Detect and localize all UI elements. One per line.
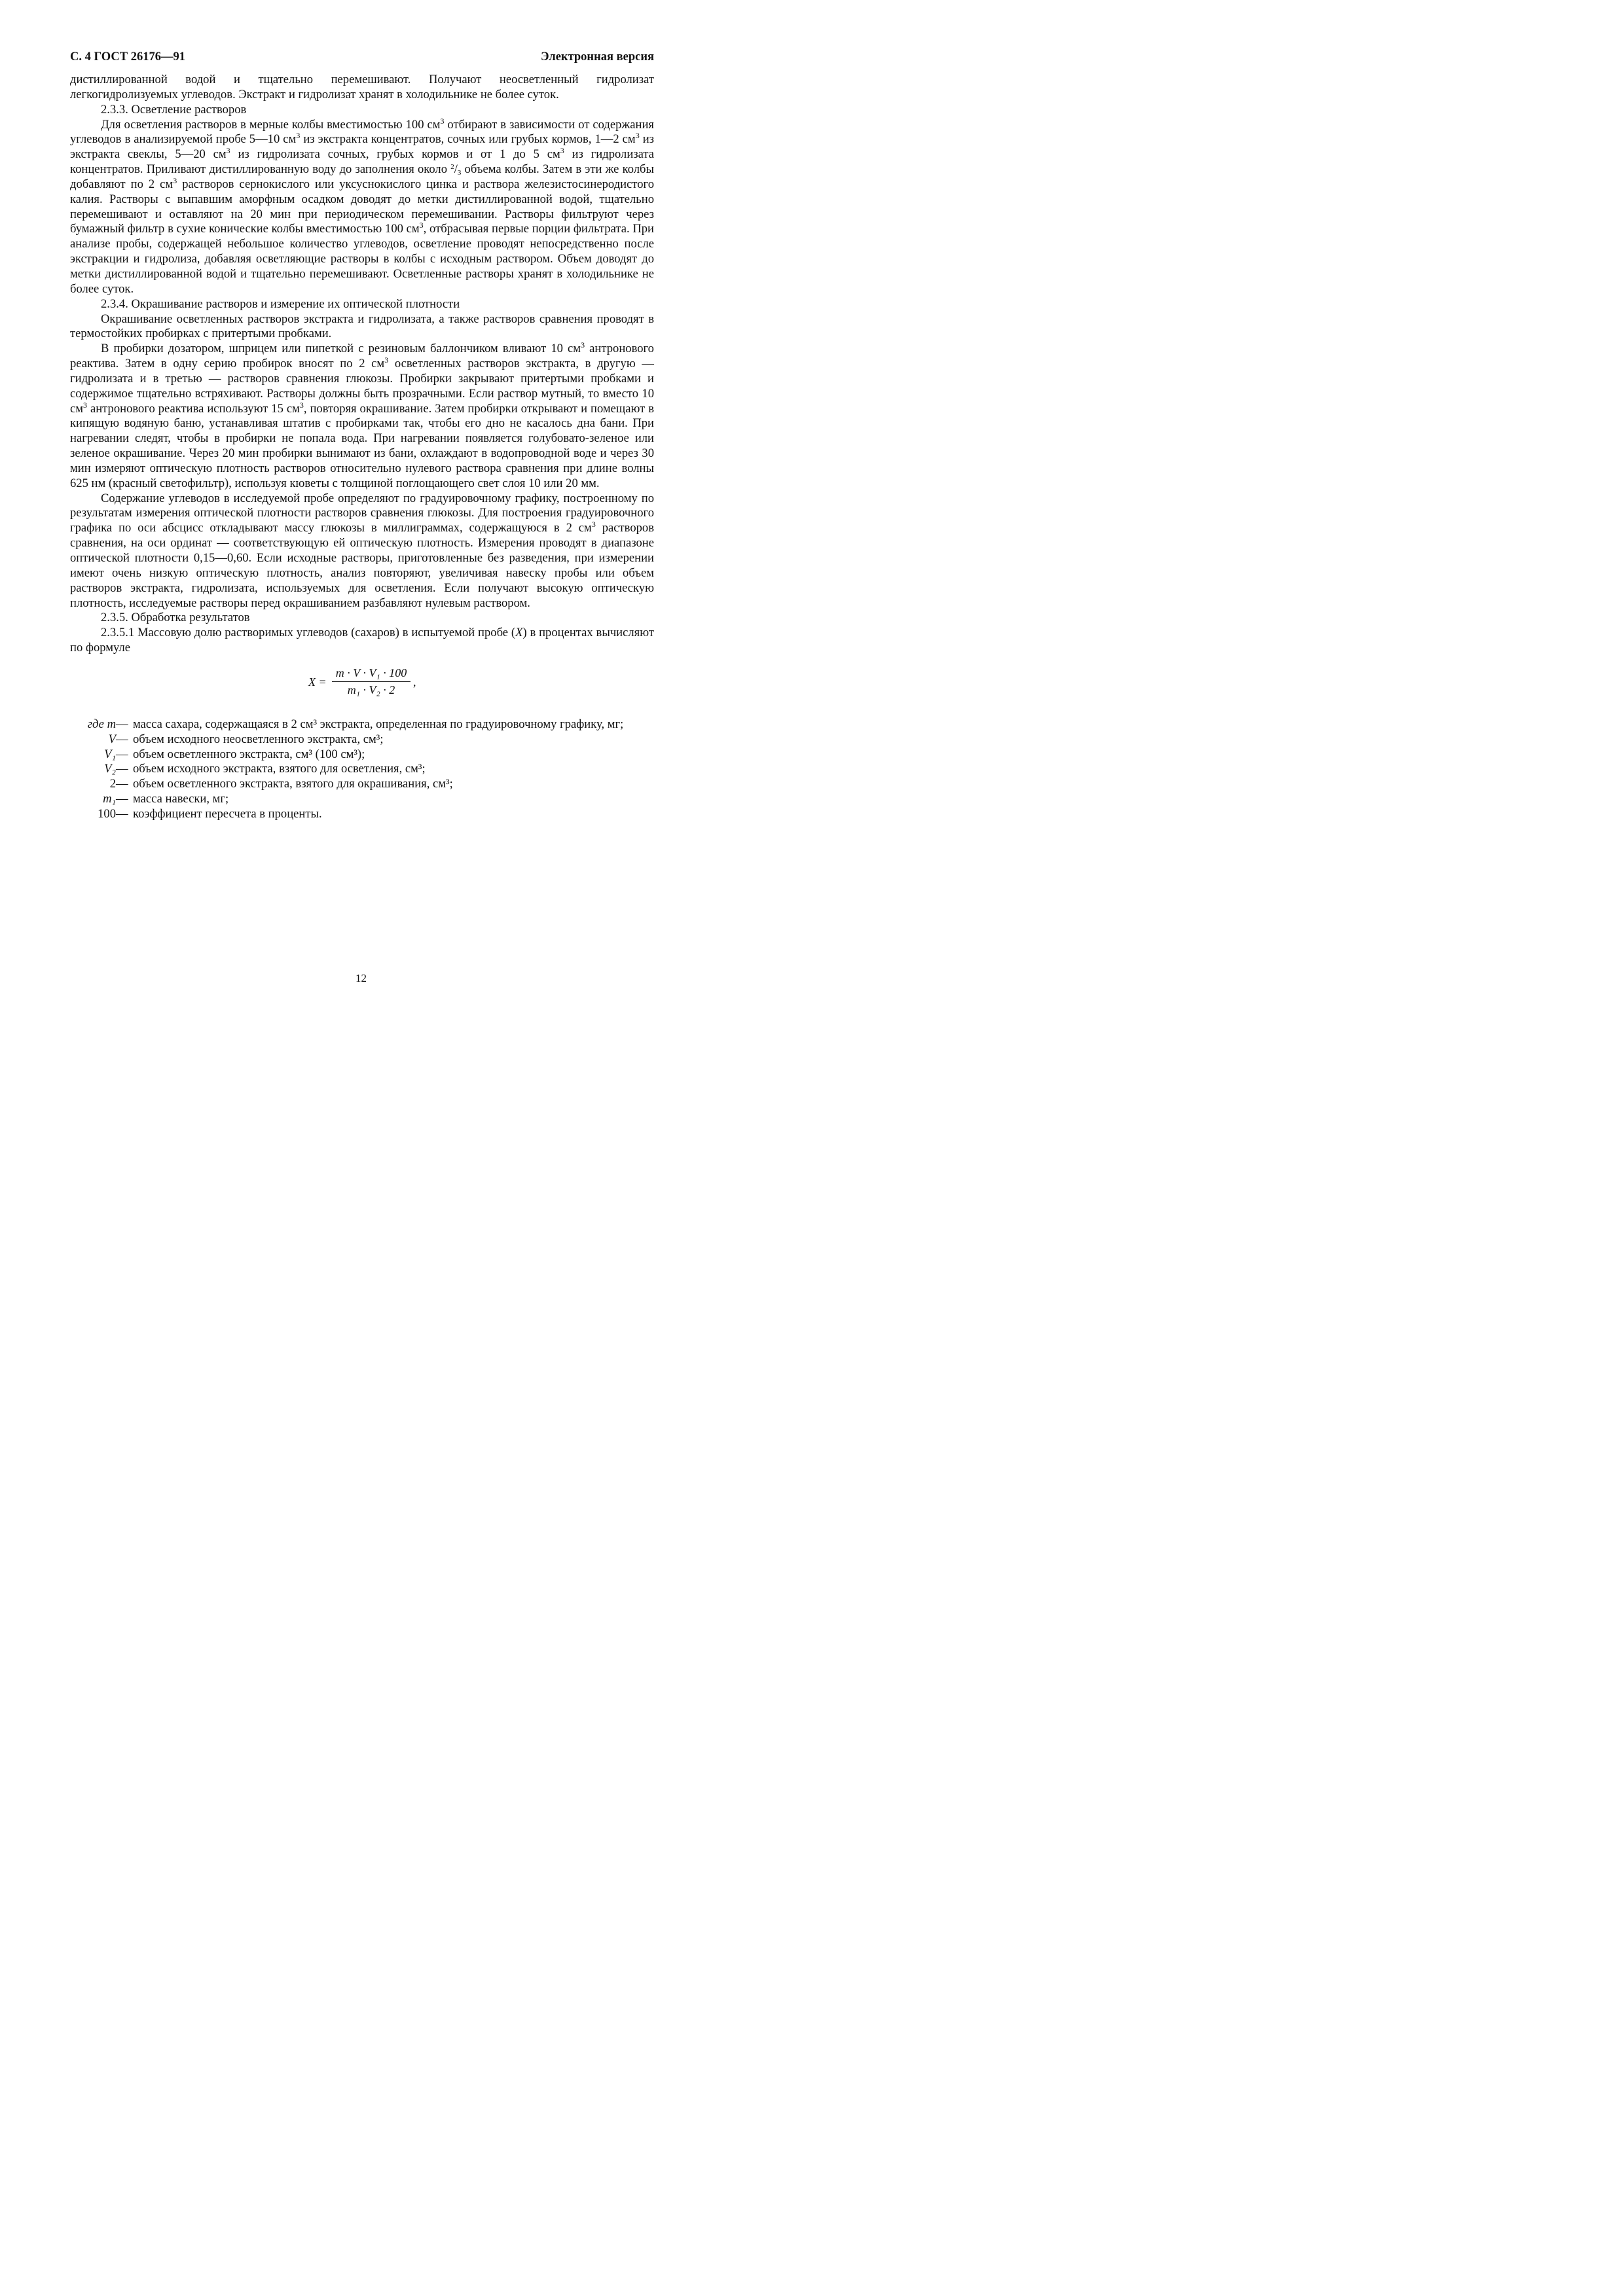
page-header [70,50,654,73]
section-heading-2-3-3: 2.3.3. Осветление растворов [101,102,247,117]
page-number: 12 [356,972,367,984]
formula-numerator: m · V · V₁ · 100 [335,666,407,679]
formula-comma: , [413,675,416,689]
definition-item: 2 — объем осветленного экстракта, взятого для окрашивания, см³; [109,777,453,791]
section-heading-2-3-5: 2.3.5. Обработка результатов [101,611,250,625]
header-version-label: Электронная версия [541,50,654,63]
document-page [70,50,654,822]
formula-denominator: m₁ · V₂ · 2 [347,683,395,696]
paragraph-coloring: Окрашивание осветленных растворов экстракта и гидролизата, а также растворов сравнения проводят в термостойких пробирках с притертыми пробками. [70,312,654,341]
definition-item: V₂ — объем исходного экстракта, взятого для осветления, см³; [104,762,426,776]
paragraph-procedure: В пробирки дозатором, шприцем или пипеткой с резиновым баллончиком вливают 10 $см^3$ антронового реактива. Затем в одну серию пробирок вносят по 2 $см^3$ осветленных растворов экстракта, в другую — гидролизата и в третью — растворов сравнения глюкозы. Пробирки закрывают притертыми пробками и содержимое тщательно встряхивают. Растворы должны быть прозрачными. Если раствор мутный, то вместо 10 $см^3$ антронового реактива используют 15 $см^3$, повторяя окрашивание. Затем пробирки открывают и помещают в кипящую водяную баню, устанавливая штатив с пробирками так, чтобы его дно не касалось дна бани. При нагревании следят, чтобы в пробирки не попала вода. При нагревании появляется голубовато-зеленое или зеленое окрашивание. Через 20 мин пробирки вынимают из бани, охлаждают в водопроводной воде и через 30 мин измеряют оптическую плотность растворов относительно нулевого раствора сравнения при длине волны 625 нм (красный светофильтр), используя кюветы с толщиной поглощающего свет слоя 10 или 20 мм. [70,340,654,490]
variable-definitions [70,717,654,822]
paragraph-calibration: Содержание углеводов в исследуемой пробе определяют по градуировочному графику, построенному по результатам измерения оптической плотности растворов сравнения глюкозы. Для построения градуировочного графика по оси абсцисс откладывают массу глюкозы в миллиграммах, содержащуюся в 2 $см^3$ растворов сравнения, на оси ординат — соответствующую ей оптическую плотность. Измерения проводят в диапазоне оптической плотности 0,15—0,60. Если исходные растворы, приготовленные без разведения, при измерении имеют очень низкую оптическую плотность, анализ повторяют, увеличивая навеску пробы или объем растворов экстракта, гидролизата, используемых для осветления. Если получают высокую оптическую плотность, исследуемые растворы перед окрашиванием разбавляют нулевым раствором. [70,491,654,610]
definition-item: где m — масса сахара, содержащаяся в 2 см³ экстракта, определенная по градуировочному графику, мг; [87,717,624,731]
body-text [70,73,654,656]
fraction-bar [332,681,410,682]
definition-item: V — объем исходного неосветленного экстракта, см³; [108,732,384,746]
paragraph-clarification: Для осветления растворов в мерные колбы вместимостью 100 $см^3$ отбирают в зависимости от содержания углеводов в анализируемой пробе 5—10 $см^3$ из экстракта концентратов, сочных или грубых кормов, 1—2 $см^3$ из экстракта свеклы, 5—20 $см^3$ из гидролизата сочных, грубых кормов и от 1 до 5 $см^3$ из гидролизата концентратов. Приливают дистиллированную воду до заполнения около $^2$/3 объема колбы. Затем в эти же колбы добавляют по 2 $см^3$ растворов сернокислого или уксуснокислого цинка и раствора железистосинеродистого калия. Растворы с выпавшим аморфным осадком доводят до метки дистиллированной водой, тщательно перемешивают и оставляют на 20 мин при периодическом перемешивании. Растворы фильтруют через бумажный фильтр в сухие конические колбы вместимостью 100 $см^3$, отбрасывая первые порции фильтрата. При анализе пробы, содержащей небольшое количество углеводов, осветление проводят непосредственно после экстракции и гидролиза, добавляя осветляющие растворы в колбы с исходным раствором. Объем доводят до метки дистиллированной водой и тщательно перемешивают. Осветленные растворы хранят в холодильнике не более суток. [70,116,655,296]
paragraph-formula-intro: 2.3.5.1 Массовую долю растворимых углеводов (сахаров) в испытуемой пробе (X) в процентах вычисляют по формуле [70,626,654,655]
formula-fraction [332,666,410,697]
formula-lhs: X = [308,675,327,689]
definition-item: m₁ — масса навески, мг; [103,792,229,806]
paragraph: дистиллированной водой и тщательно перемешивают. Получают неосветленный гидролизат легкогидролизуемых углеводов. Экстракт и гидролизат хранят в холодильнике не более суток. [70,73,654,101]
section-heading-2-3-4: 2.3.4. Окрашивание растворов и измерение их оптической плотности [101,296,460,311]
definition-item: 100 — коэффициент пересчета в проценты. [98,806,322,821]
header-standard-number: С. 4 ГОСТ 26176—91 [70,50,185,63]
definition-item: V₁ — объем осветленного экстракта, см³ (100 см³); [104,747,365,761]
formula [70,662,654,708]
